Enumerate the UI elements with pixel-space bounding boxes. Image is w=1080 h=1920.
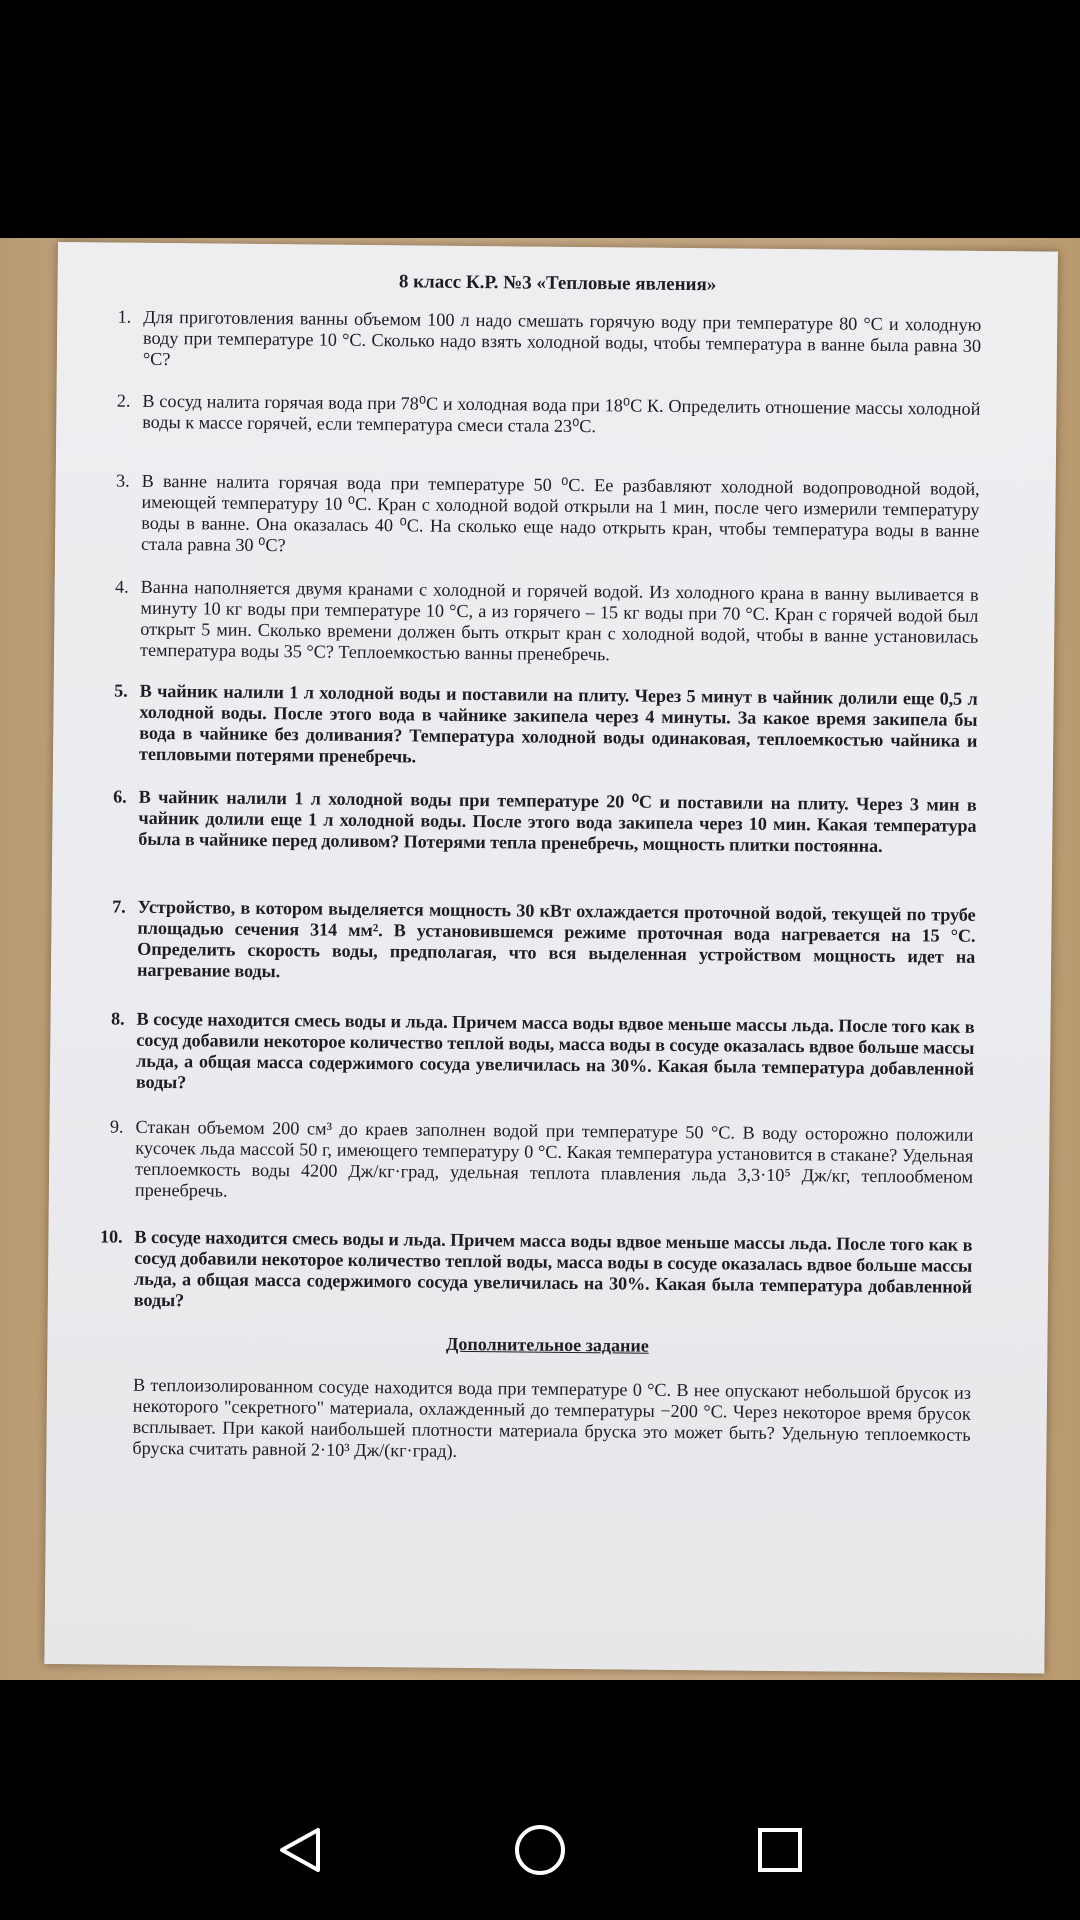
problem-5 bbox=[97, 680, 978, 772]
problem-text: Устройство, в котором выделяется мощность 30 кВт охлаждается проточной водой, текущей по трубе площадью сечения 314 мм². В установившемся режиме проточная вода нагревается на 15 °С. Определить скорость воды, предполагая, что вся выделенная устройством мощность идет на нагревание воды. bbox=[136, 896, 976, 982]
recents-square-icon bbox=[754, 1824, 806, 1876]
problem-1 bbox=[101, 306, 982, 377]
problem-text: Стакан объемом 200 см³ до краев заполнен водой при температуре 50 °С. В воду осторожно положили кусочек льда массой 50 г, имеющего температуру 0 °С. Какая температура установится в стакане? Удельная теплоемкость воды 4200 Дж/кг·град, удельная теплота плавления льда 3,3·10⁵ Дж/кг, теплообменом пренебречь. bbox=[134, 1116, 974, 1201]
recents-button[interactable] bbox=[700, 1780, 860, 1920]
back-triangle-icon bbox=[274, 1824, 326, 1876]
problem-number: 7. bbox=[112, 896, 126, 917]
problem-number: 10. bbox=[99, 1226, 123, 1247]
problem-number: 4. bbox=[114, 576, 129, 597]
document-photo bbox=[0, 238, 1080, 1680]
problem-number: 9. bbox=[109, 1116, 124, 1137]
problem-number: 6. bbox=[113, 786, 127, 807]
problem-number: 5. bbox=[114, 680, 128, 701]
problem-4 bbox=[98, 576, 979, 668]
paper-sheet bbox=[44, 242, 1058, 1674]
problem-text: Ванна наполняется двумя кранами с холодной и горячей водой. Из холодного крана в ванну выливается в минуту 10 кг воды при температуре 10 °С, а из горячего – 15 кг воды при 70 °С. Кран с горячей водой был открыт 5 мин. Сколько времени должен быть открыт кран с холодной водой, чтобы в ванне установилась температура воды 35 °С? Теплоемкостью ванны пренебречь. bbox=[139, 576, 979, 665]
problem-text: Для приготовления ванны объемом 100 л надо смешать горячую воду при температуре 80 °С и холодную воду при температуре 10 °С. Сколько надо взять холодной воды, чтобы температура в ванне была равна 30 °С? bbox=[142, 306, 982, 370]
back-button[interactable] bbox=[220, 1780, 380, 1920]
problem-number: 1. bbox=[117, 306, 132, 327]
problem-number: 8. bbox=[110, 1008, 125, 1029]
problem-text: В сосуде находится смесь воды и льда. Причем масса воды вдвое меньше массы льда. После того как в сосуд добавили некоторое количество теплой воды, масса воды в сосуде оказалась вдвое больше массы льда, а общая масса содержимого сосуда увеличилась на 30%. Какая была температура добавленной воды? bbox=[133, 1226, 973, 1311]
problem-text: В чайник налили 1 л холодной воды и поставили на плиту. Через 5 минут в чайник долили еще 0,5 л холодной воды. После этого вода в чайнике закипела через 4 минуты. За какое время закипела бы вода в чайнике без доливания? Температура холодной воды одинаковая, теплоемкостью чайника и тепловыми потерями пренебречь. bbox=[138, 680, 978, 767]
problem-text: В чайник налили 1 л холодной воды при температуре 20 ⁰С и поставили на плиту. Через 3 мин в чайник долили еще 1 л холодной воды. После этого вода закипела через 10 мин. Какая температура была в чайнике перед доливом? Потерями тепла пренебречь, мощность плитки постоянна. bbox=[138, 786, 977, 856]
problem-3 bbox=[99, 470, 980, 562]
problem-10 bbox=[92, 1226, 973, 1318]
problem-number: 3. bbox=[115, 470, 130, 491]
home-circle-icon bbox=[512, 1822, 568, 1878]
extra-task-text: В теплоизолированном сосуде находится вода при температуре 0 °С. В нее опускают небольшой брусок из некоторого "секретного" материала, охлажденный до температуры −200 °С. Через некоторое время брусок всплывает. При какой наибольшей плотности материала бруска это может быть? Удельную теплоемкость бруска считать равной 2·10³ Дж/(кг·град). bbox=[132, 1374, 972, 1461]
home-button[interactable] bbox=[460, 1780, 620, 1920]
problem-6 bbox=[96, 786, 977, 857]
problem-text: В сосуд налита горячая вода при 78⁰C и холодная вода при 18⁰C К. Определить отношение массы холодной воды к массе горячей, если температура смеси стала 23⁰C. bbox=[142, 390, 981, 437]
navigation-bar bbox=[0, 1780, 1080, 1920]
problem-text: В сосуде находится смесь воды и льда. Причем масса воды вдвое меньше массы льда. После того как в сосуд добавили некоторое количество теплой воды, масса воды в сосуде оказалась вдвое больше массы льда, а общая масса содержимого сосуда увеличилась на 30%. Какая была температура добавленной воды? bbox=[135, 1008, 975, 1093]
problem-2 bbox=[100, 390, 980, 440]
problem-9 bbox=[93, 1116, 974, 1208]
problem-text: В ванне налита горячая вода при температуре 50 ⁰С. Ее разбавляют холодной водопроводной водой, имеющей температуру 10 ⁰С. Кран с холодной водой открыли на 1 мин, после чего измерили температуру воды в ванне. Она оказалась 40 ⁰С. На сколько еще надо открыть кран, чтобы температура воды в ванне стала равна 30 ⁰С? bbox=[141, 470, 980, 556]
problem-number: 2. bbox=[116, 390, 131, 411]
document-title: 8 класс К.Р. №3 «Тепловые явления» bbox=[398, 271, 717, 296]
problem-8 bbox=[94, 1008, 975, 1100]
problem-7 bbox=[95, 896, 976, 988]
extra-task-title: Дополнительное задание bbox=[445, 1333, 649, 1356]
